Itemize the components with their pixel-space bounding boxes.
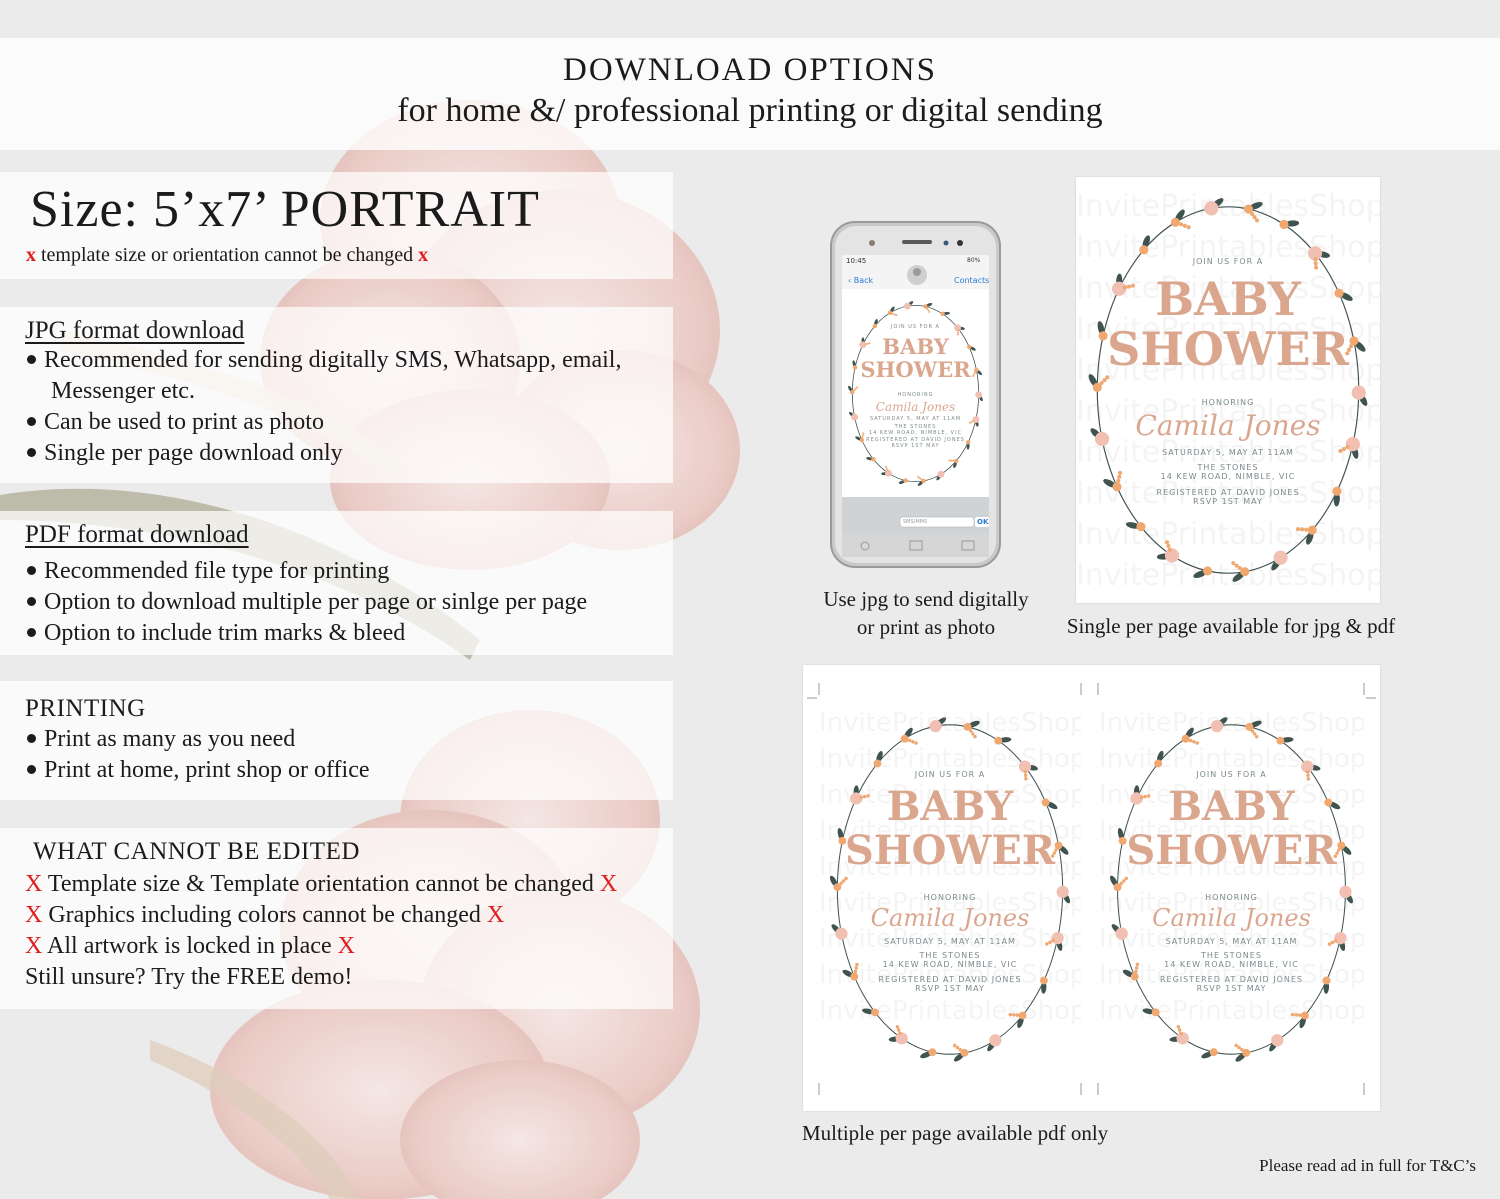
list-item: Print at home, print shop or office bbox=[25, 757, 370, 784]
invite-registry: REGISTERED AT DAVID JONES bbox=[1156, 487, 1300, 497]
x-mark: x bbox=[418, 244, 429, 266]
list-item: Recommended for sending digitally SMS, Whatsapp, email, bbox=[25, 347, 621, 374]
list-item: Messenger etc. bbox=[51, 378, 195, 404]
card-right: JOIN US FOR A BABY SHOWER HONORING Camila Jones SATURDAY 5, MAY AT 11AM THE STONES 14 KEW ROAD, NIMBLE, VIC REGISTERED AT DAVID JONES RSVP 1ST MAY bbox=[1099, 698, 1364, 1081]
list-item: Option to include trim marks & bleed bbox=[25, 620, 405, 647]
sms-input[interactable]: SMS/MMS bbox=[903, 519, 928, 525]
size-note-text: template size or orientation cannot be changed bbox=[41, 244, 414, 266]
jpg-panel bbox=[0, 307, 673, 483]
list-item: Option to download multiple per page or sinlge per page bbox=[25, 589, 587, 616]
invite-venue: THE STONES bbox=[1197, 463, 1259, 473]
list-item: Print as many as you need bbox=[25, 726, 295, 753]
contacts-link[interactable]: Contacts bbox=[954, 276, 990, 285]
x-mark: x bbox=[26, 244, 36, 266]
invite-baby: BABY bbox=[1155, 272, 1301, 326]
printing-panel bbox=[0, 681, 673, 800]
cannot-edit-heading: WHAT CANNOT BE EDITED bbox=[33, 838, 360, 865]
phone-time: 10:45 bbox=[846, 257, 867, 265]
list-item: X All artwork is locked in place X bbox=[25, 933, 355, 959]
list-item: Can be used to print as photo bbox=[25, 409, 324, 436]
card-left: JOIN US FOR A BABY SHOWER HONORING Camila Jones SATURDAY 5, MAY AT 11AM THE STONES 14 KEW ROAD, NIMBLE, VIC REGISTERED AT DAVID JONES RSVP 1ST MAY bbox=[819, 698, 1081, 1081]
list-item: Recommended file type for printing bbox=[25, 558, 389, 585]
invite-name: Camila Jones bbox=[1135, 409, 1321, 442]
header-subtitle: for home &/ professional printing or digital sending bbox=[397, 92, 1103, 129]
pdf-panel bbox=[0, 511, 673, 655]
multiple-caption: Multiple per page available pdf only bbox=[802, 1121, 1109, 1145]
phone-mockup bbox=[830, 221, 1001, 568]
size-note bbox=[26, 244, 428, 267]
size-title: Size: 5’x7’ PORTRAIT bbox=[30, 181, 540, 238]
invite-shower: SHOWER bbox=[1107, 322, 1349, 376]
list-item: X Template size & Template orientation cannot be changed X bbox=[25, 871, 618, 897]
cannot-edit-panel bbox=[0, 828, 673, 1009]
size-panel bbox=[0, 172, 673, 279]
header-banner bbox=[0, 38, 1500, 150]
footer-note: Please read ad in full for T&C’s bbox=[1259, 1156, 1476, 1175]
phone-invitation: JOIN US FOR A BABY SHOWER HONORING Camila Jones SATURDAY 5, MAY AT 11AM THE STONES 14 KEW ROAD, NIMBLE, VIC REGISTERED AT DAVID JONES RSVP 1ST MAY bbox=[842, 291, 989, 496]
invite-join: JOIN US FOR A bbox=[1192, 257, 1264, 266]
demo-text: Still unsure? Try the FREE demo! bbox=[25, 964, 353, 990]
list-item: X Graphics including colors cannot be changed X bbox=[25, 902, 505, 928]
jpg-heading: JPG format download bbox=[25, 317, 245, 344]
multiple-per-page-preview bbox=[803, 665, 1380, 1111]
ok-button[interactable]: OK bbox=[977, 518, 989, 526]
invite-rsvp: RSVP 1ST MAY bbox=[1193, 496, 1263, 506]
invite-address: 14 KEW ROAD, NIMBLE, VIC bbox=[1160, 472, 1296, 482]
invite-date: SATURDAY 5, MAY AT 11AM bbox=[1162, 448, 1294, 457]
list-item: Single per page download only bbox=[25, 440, 343, 467]
pdf-heading: PDF format download bbox=[25, 521, 249, 548]
jpg-caption: Use jpg to send digitally or print as photo bbox=[823, 587, 1029, 639]
printing-heading: PRINTING bbox=[25, 695, 146, 722]
header-title: DOWNLOAD OPTIONS bbox=[563, 52, 937, 88]
single-caption: Single per page available for jpg & pdf bbox=[1066, 614, 1396, 638]
single-card-preview bbox=[1076, 177, 1380, 603]
back-link[interactable]: ‹ Back bbox=[848, 276, 874, 285]
invite-honoring: HONORING bbox=[1201, 398, 1255, 407]
phone-battery: 80% bbox=[967, 257, 981, 264]
